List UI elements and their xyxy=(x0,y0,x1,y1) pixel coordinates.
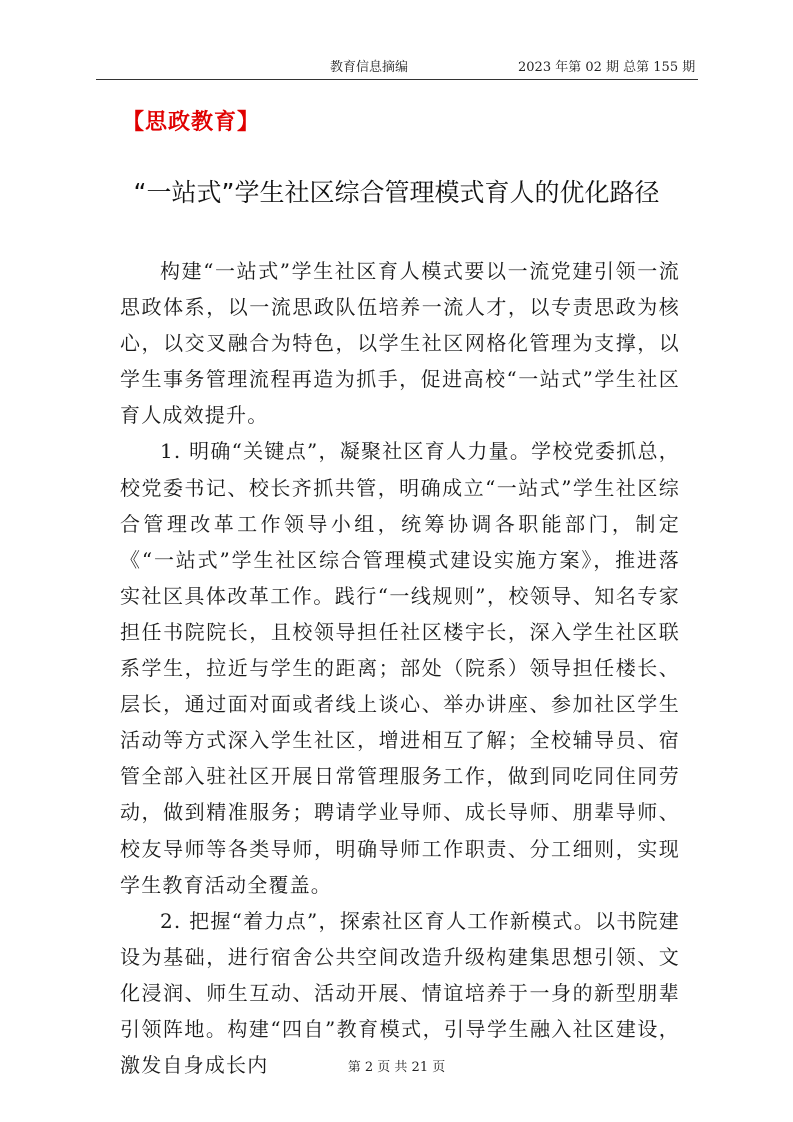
paragraph-point-2: 2. 把握“着力点”，探索社区育人工作新模式。以书院建设为基础，进行宿舍公共空间改造升级构建集思想引领、文化浸润、师生互动、活动开展、情谊培养于一身的新型朋辈引领阵地。构建“四自”教育模式，引导学生融入社区建设，激发自身成长内 xyxy=(120,908,680,1078)
section-tag: 【思政教育】 xyxy=(122,110,261,135)
article-title: “一站式”学生社区综合管理模式育人的优化路径 xyxy=(133,178,660,207)
page-footer: 第 2 页 共 21 页 xyxy=(347,1060,446,1075)
paragraph-intro: 构建“一站式”学生社区育人模式要以一流党建引领一流思政体系，以一流思政队伍培养一流人才，以专责思政为核心，以交叉融合为特色，以学生社区网格化管理为支撑，以学生事务管理流程再造为抓手，促进高校“一站式”学生社区育人成效提升。 xyxy=(120,259,680,428)
publication-name: 教育信息摘编 xyxy=(330,60,409,75)
article-body xyxy=(120,253,680,1083)
issue-number: 2023 年第 02 期 总第 155 期 xyxy=(518,60,696,75)
paragraph-point-1: 1. 明确“关键点”，凝聚社区育人力量。学校党委抓总，校党委书记、校长齐抓共管，明确成立“一站式”学生社区综合管理改革工作领导小组，统筹协调各职能部门，制定《“一站式”学生社区综合管理模式建设实施方案》，推进落实社区具体改革工作。践行“一线规则”，校领导、知名专家担任书院院长，且校领导担任社区楼宇长，深入学生社区联系学生，拉近与学生的距离；部处（院系）领导担任楼长、层长，通过面对面或者线上谈心、举办讲座、参加社区学生活动等方式深入学生社区，增进相互了解；全校辅导员、宿管全部入驻社区开展日常管理服务工作，做到同吃同住同劳动，做到精准服务；聘请学业导师、成长导师、朋辈导师、校友导师等各类导师，明确导师工作职责、分工细则，实现学生教育活动全覆盖。 xyxy=(120,439,680,897)
header-rule xyxy=(96,79,698,80)
page-header xyxy=(0,56,793,76)
